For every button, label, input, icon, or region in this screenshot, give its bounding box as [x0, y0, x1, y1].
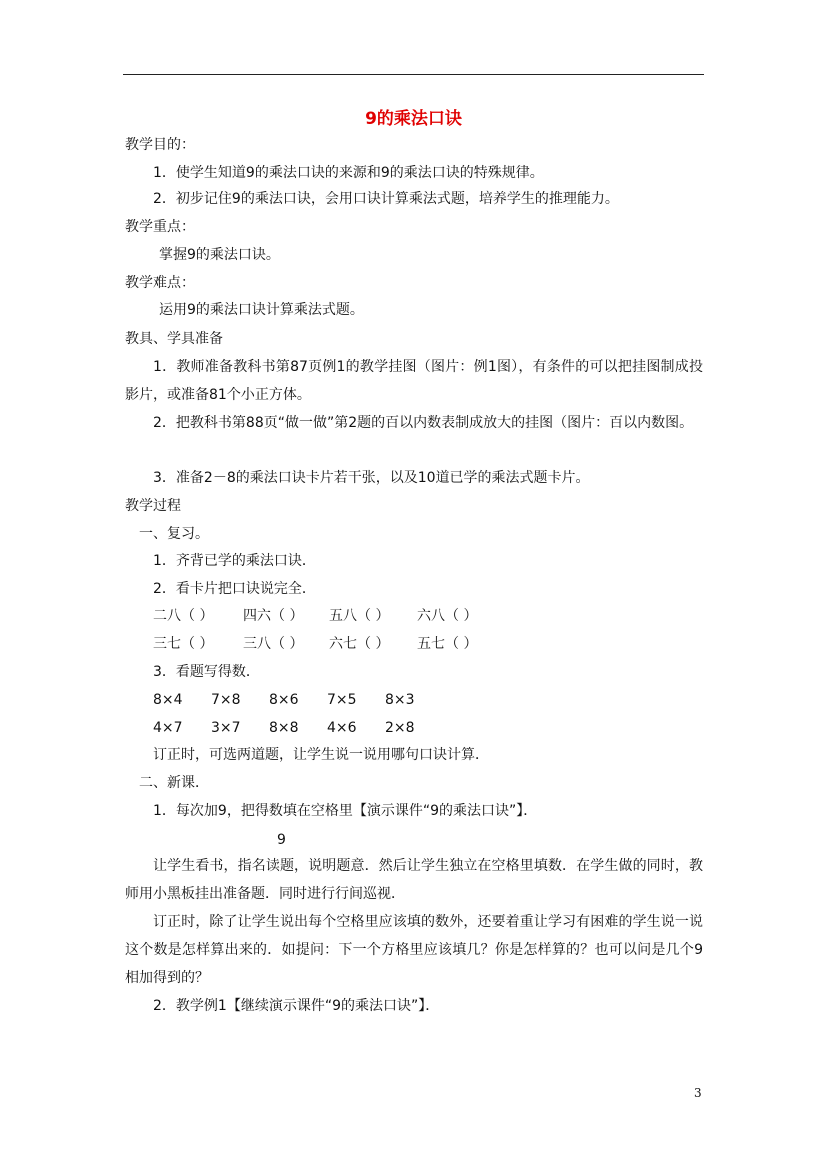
calc-item: 4×6 [327, 720, 357, 736]
rhyme-item: 二八（ ） [153, 608, 214, 624]
review-step-1: 1．齐背已学的乘法口诀． [153, 553, 316, 569]
rhyme-item: 六七（ ） [329, 636, 390, 652]
review-heading: 一、复习。 [139, 526, 209, 542]
materials-item-2: 2．把教科书第88页“做一做”第2题的百以内数表制成放大的挂图（图片：百以内数图。 [153, 415, 694, 431]
objective-item-2: 2．初步记住9的乘法口诀，会用口诀计算乘法式题，培养学生的推理能力。 [153, 191, 619, 207]
difficulty-heading: 教学难点： [125, 275, 195, 291]
rhymes-row-2 [153, 634, 477, 654]
difficulty-text: 运用9的乘法口诀计算乘法式题。 [159, 302, 364, 318]
objective-item-1: 1．使学生知道9的乘法口诀的来源和9的乘法口诀的特殊规律。 [153, 165, 544, 181]
rhyme-item: 三八（ ） [243, 636, 304, 652]
calc-item: 3×7 [211, 720, 241, 736]
rhyme-item: 五八（ ） [329, 608, 390, 624]
rhyme-item: 五七（ ） [417, 636, 478, 652]
rhymes-row-1 [153, 606, 477, 626]
calc-item: 7×5 [327, 692, 357, 708]
rhyme-item: 四六（ ） [243, 608, 304, 624]
review-note: 订正时，可选两道题，让学生说一说用哪句口诀计算． [153, 747, 489, 763]
rhyme-item: 六八（ ） [417, 608, 478, 624]
rhyme-item: 三七（ ） [153, 636, 214, 652]
calc-row-1 [153, 690, 415, 710]
page-title: 9的乘法口诀 [365, 109, 462, 129]
calc-item: 8×8 [269, 720, 299, 736]
calc-item: 7×8 [211, 692, 241, 708]
calc-item: 8×4 [153, 692, 183, 708]
objectives-heading: 教学目的： [125, 137, 195, 153]
process-heading: 教学过程 [125, 498, 181, 514]
materials-heading: 教具、学具准备 [125, 331, 223, 347]
new-lesson-step-2: 2．教学例1【继续演示课件“9的乘法口诀”】． [153, 998, 440, 1014]
calc-item: 4×7 [153, 720, 183, 736]
review-step-2: 2．看卡片把口诀说完全． [153, 581, 316, 597]
new-lesson-step-1: 1．每次加9，把得数填在空格里【演示课件“9的乘法口诀”】． [153, 803, 538, 819]
header-rule [123, 74, 704, 75]
calc-item: 8×6 [269, 692, 299, 708]
materials-item-3: 3．准备2－8的乘法口诀卡片若干张，以及10道已学的乘法式题卡片。 [153, 470, 590, 486]
key-point-heading: 教学重点： [125, 219, 195, 235]
page-number: 3 [694, 1086, 702, 1100]
new-lesson-para-1: 让学生看书，指名读题，说明题意．然后让学生独立在空格里填数．在学生做的同时，教师用小黑板挂出准备题．同时进行行间巡视． [125, 858, 703, 902]
calc-row-2 [153, 718, 415, 738]
grid-value: 9 [277, 832, 286, 848]
review-step-3: 3．看题写得数． [153, 664, 260, 680]
materials-item-1: 1．教师准备教科书第87页例1的教学挂图（图片：例1图），有条件的可以把挂图制成投影片，或准备81个小正方体。 [125, 359, 703, 403]
calc-item: 8×3 [385, 692, 415, 708]
new-lesson-heading: 二、新课． [139, 775, 209, 791]
key-point-text: 掌握9的乘法口诀。 [159, 247, 280, 263]
new-lesson-para-2: 订正时，除了让学生说出每个空格里应该填的数外，还要着重让学习有困难的学生说一说这个数是怎样算出来的．如提问：下一个方格里应该填几？你是怎样算的？也可以问是几个9相加得到的？ [125, 914, 703, 986]
calc-item: 2×8 [385, 720, 415, 736]
